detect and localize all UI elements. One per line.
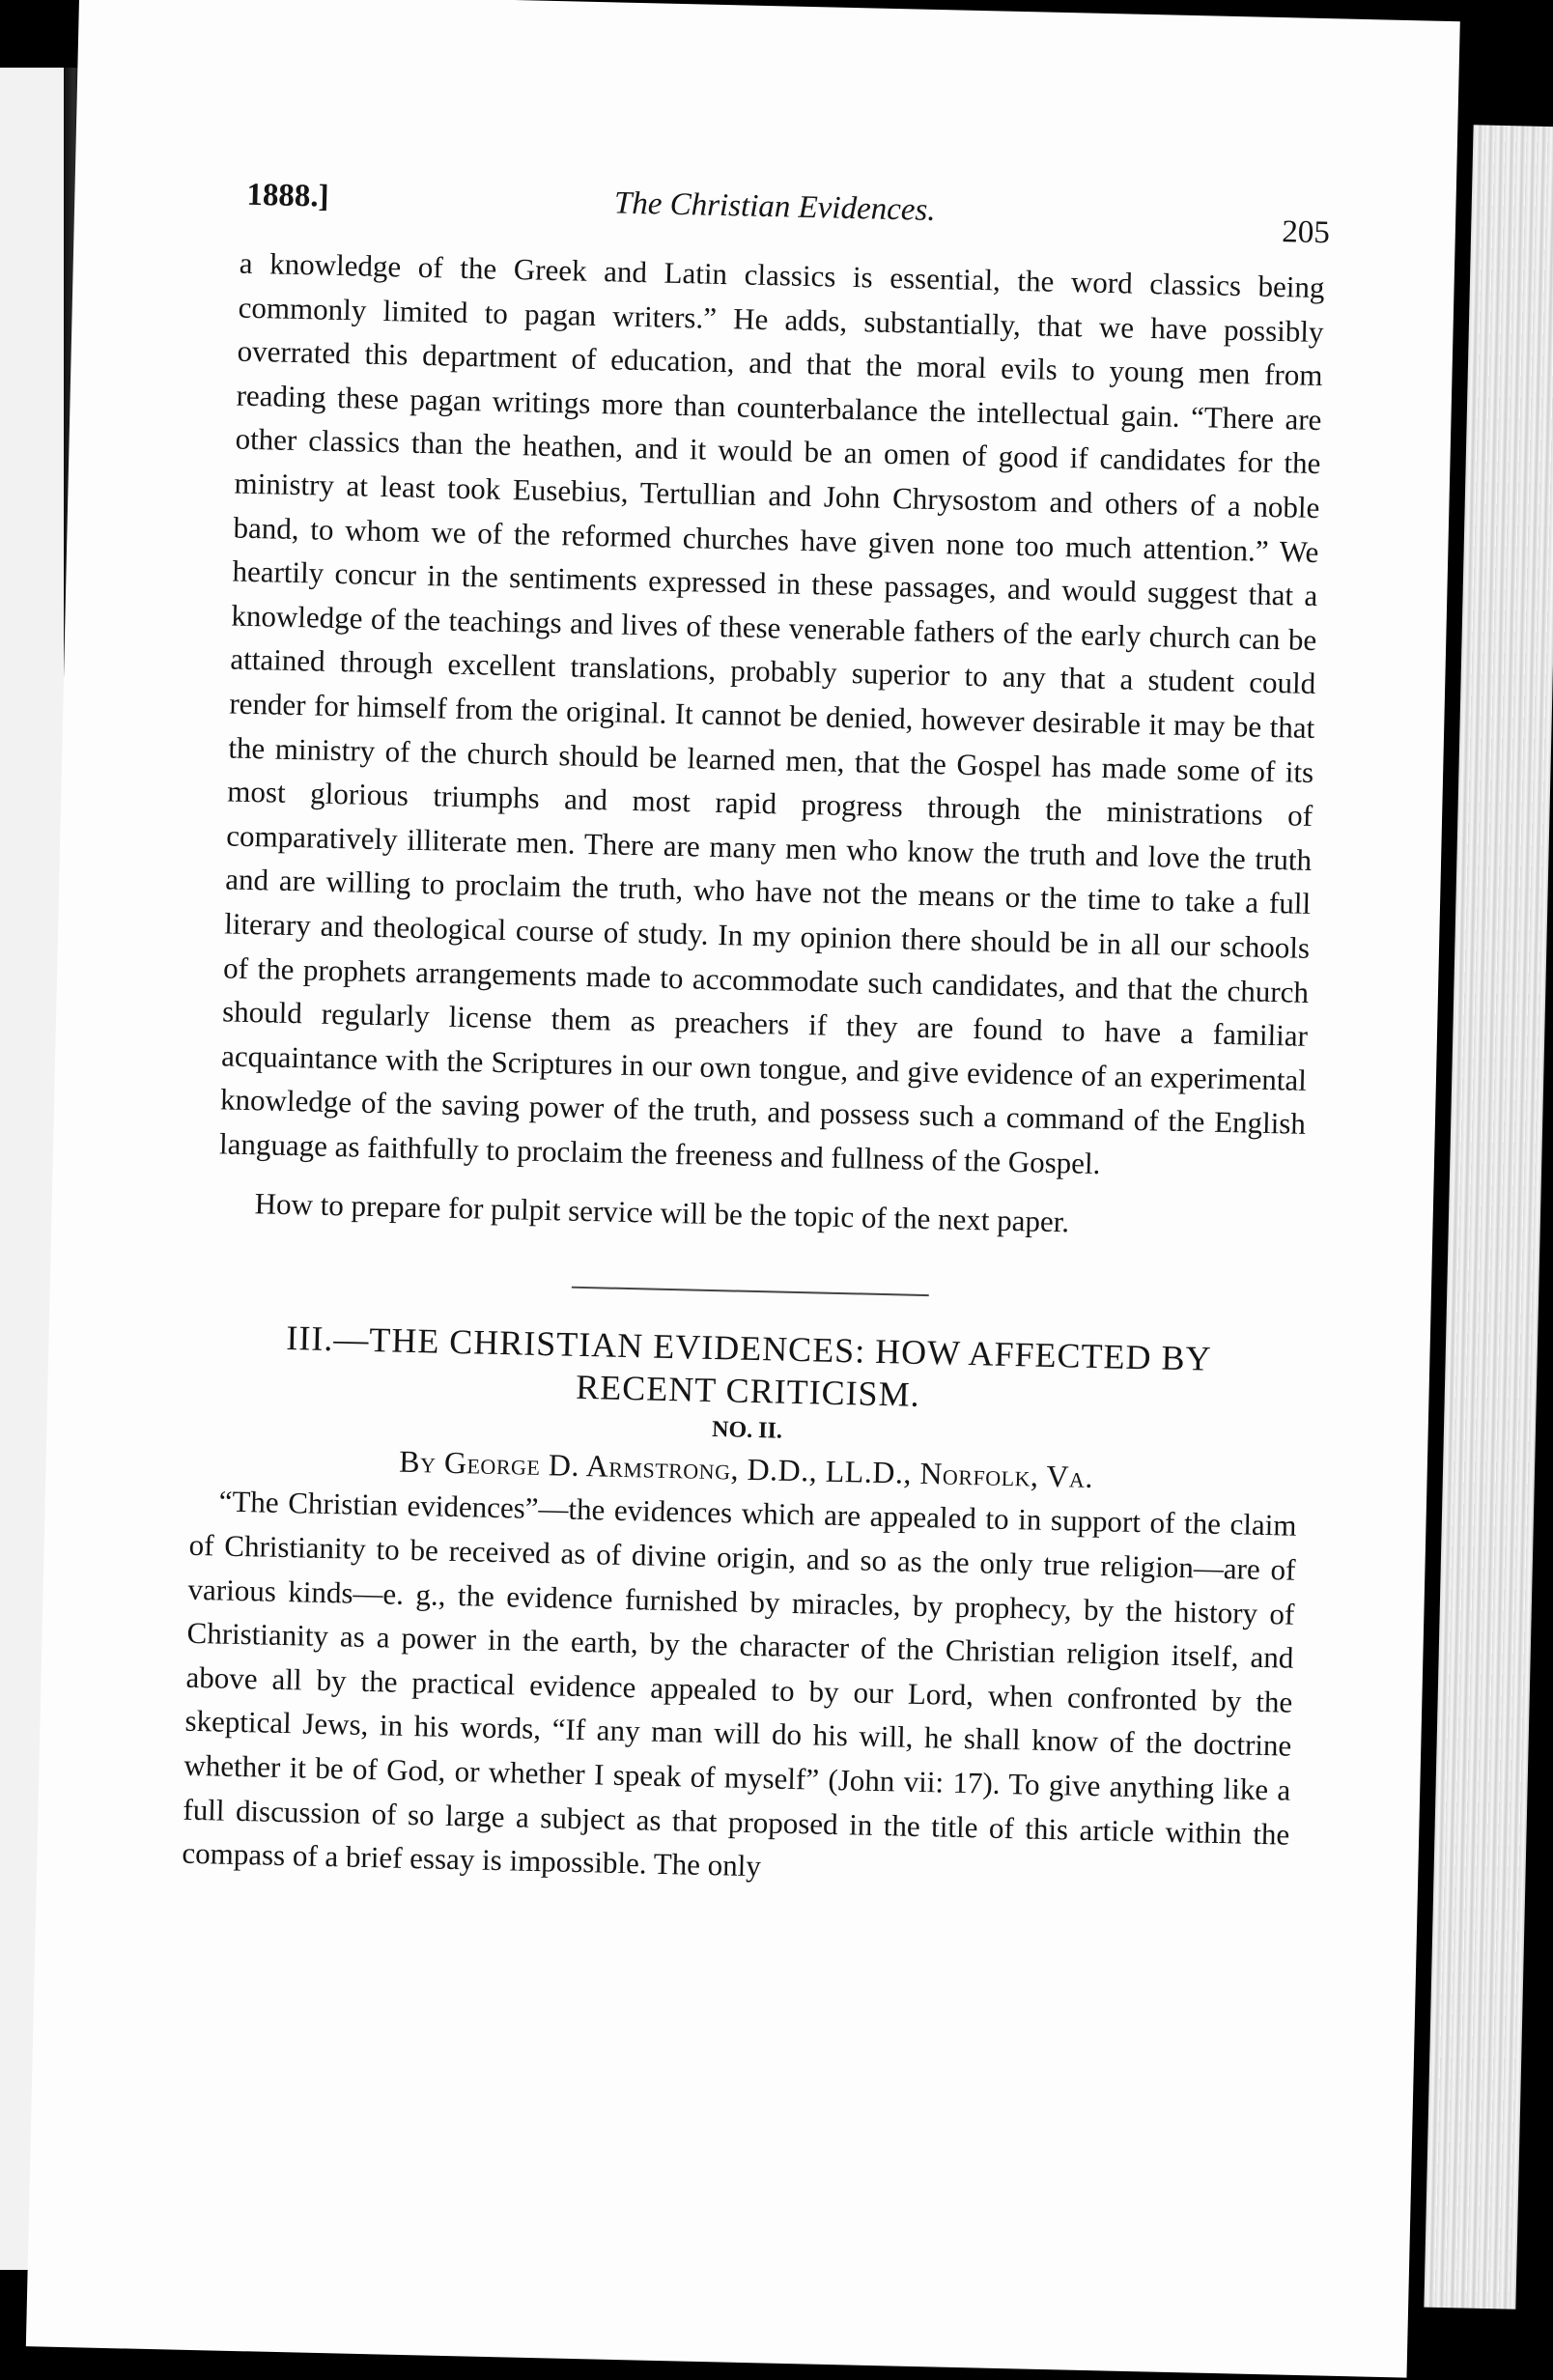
article-first-paragraph: “The Christian evidences”—the evidences which are appealed to in support of the claim of Christianity to be received as of divine origin, and so as the only true religion—are of various kinds—e. g., the evidence furnished by miracles, by prophecy, by the history of Christianity as a power in the earth, by the character of the Christian religion itself, and above all by the practical evidence appealed to by our Lord, when confronted by the skeptical Jews, in his words, “If any man will do his will, he shall know of the doctrine whether it be of God, or whether I speak of myself” (John vii: 17). To give anything like a full discussion of so large a subject as that proposed in the title of this article within the compass of a brief essay is impossible. The only	[182, 1484, 1297, 1884]
article-heading-line-1: III.—THE CHRISTIAN EVIDENCES: HOW AFFECTED BY	[285, 1318, 1212, 1379]
section-divider	[572, 1287, 929, 1296]
running-head-title: The Christian Evidences.	[613, 185, 937, 228]
running-head-year: 1888.]	[246, 177, 330, 214]
article-heading-line-2: RECENT CRITICISM.	[575, 1368, 921, 1415]
article-byline: By George D. Armstrong, D.D., LL.D., Norfolk, Va.	[398, 1444, 1094, 1495]
continued-paragraph: a knowledge of the Greek and Latin classics is essential, the word classics being commonly limited to pagan writers.” He adds, substantially, that we have possibly overrated this department of education, and that the moral evils to young men from reading these pagan writings more than counterbalance the intellectual gain. “There are other classics than the heathen, and it would be an omen of good if candidates for the ministry at least took Eusebius, Tertullian and John Chrysostom and others of a noble band, to whom we of the reformed churches have given none too much attention.” We heartily concur in the sentiments expressed in these passages, and would suggest that a knowledge of the teachings and lives of these venerable fathers of the early church can be attained through excellent translations, probably superior to any that a student could render for himself from the original. It cannot be denied, however desirable it may be that the ministry of the church should be learned men, that the Gospel has made some of its most glorious triumphs and most rapid progress through the ministrations of comparatively illiterate men. There are many men who know the truth and love the truth and are willing to proclaim the truth, who have not the means or the time to take a full literary and theological course of study. In my opinion there should be in all our schools of the prophets arrangements made to accommodate such candidates, and that the church should regularly license them as preachers if they are found to have a familiar acquaintance with the Scriptures in our own tongue, and give evidence of an experimental knowledge of the saving power of the truth, and possess such a command of the English language as faithfully to proclaim the freeness and fullness of the Gospel.	[218, 245, 1325, 1180]
book-page	[26, 0, 1460, 2378]
page-content	[182, 177, 1331, 1900]
article-number: NO. II.	[711, 1417, 783, 1445]
page-number: 205	[1281, 214, 1331, 251]
closing-line: How to prepare for pulpit service will be the topic of the next paper.	[254, 1186, 1070, 1239]
